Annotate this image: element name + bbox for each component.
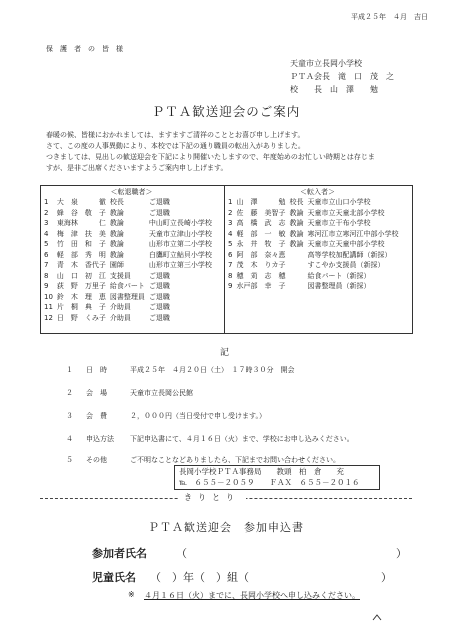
destination: ご退職 bbox=[148, 198, 170, 206]
deadline-note: ４月１６日（火）までに、長岡小学校へ申し込みください。 bbox=[144, 591, 360, 600]
person-name: 軽 部 一 敏 bbox=[236, 229, 286, 238]
page-title: ＰＴＡ歓送迎会のご案内 bbox=[151, 104, 301, 119]
row-number: 10 bbox=[44, 292, 53, 301]
destination: 山形市立第二小学校 bbox=[148, 240, 212, 248]
detail-number: ４ bbox=[66, 435, 73, 443]
sender-pta-president: ＰＴＡ会長 滝 口 茂 之 bbox=[290, 72, 394, 81]
person-name: 永 井 牧 子 bbox=[236, 240, 286, 248]
detail-value: 平成２５年 ４月２０日（土） １７時３０分 開会 bbox=[130, 366, 295, 374]
table-row bbox=[42, 239, 214, 250]
row-number: 6 bbox=[228, 250, 233, 259]
origin: 寒河江市立寒河江中部小学校 bbox=[307, 229, 399, 238]
contact-box bbox=[174, 465, 380, 490]
person-name: 荻 野 万里子 bbox=[56, 282, 106, 290]
table-row bbox=[42, 260, 214, 271]
position: 校長 bbox=[289, 198, 304, 206]
table-row bbox=[226, 260, 400, 271]
person-name: 青 木 香代子 bbox=[56, 261, 106, 269]
person-name: 水戸部 幸 子 bbox=[236, 282, 286, 290]
row-number: 3 bbox=[228, 219, 233, 227]
person-name: 茂 木 りカ子 bbox=[236, 261, 286, 269]
position: 教論 bbox=[289, 240, 304, 248]
person-name: 東海林 仁 bbox=[56, 219, 106, 227]
destination: ご退職 bbox=[148, 271, 170, 280]
table-row bbox=[42, 208, 214, 219]
position bbox=[287, 271, 305, 282]
addressee: 保 護 者 の 皆 様 bbox=[46, 45, 123, 53]
origin: 天童市立山口小学校 bbox=[307, 198, 371, 206]
detail-number: ２ bbox=[66, 389, 73, 397]
row-number: 8 bbox=[44, 271, 49, 280]
detail-value: ２，０００円（当日受付で申し受けます。） bbox=[130, 412, 266, 420]
table-row bbox=[42, 271, 214, 282]
row-number: 11 bbox=[44, 303, 53, 311]
detail-number: １ bbox=[66, 366, 73, 374]
detail-number: ３ bbox=[66, 412, 73, 420]
table-row bbox=[42, 197, 214, 208]
row-number: 12 bbox=[44, 313, 53, 322]
body-line-4: すが、是非ご出席くださいますようご案内申し上げます。 bbox=[46, 164, 228, 172]
row-number: 1 bbox=[44, 198, 49, 206]
position: 校長 bbox=[109, 198, 124, 206]
person-name: 佐 藤 美智子 bbox=[236, 208, 286, 217]
position: 教論 bbox=[109, 240, 124, 248]
detail-label: 会 費 bbox=[86, 412, 107, 420]
origin: 給食パート（新採） bbox=[307, 271, 371, 280]
row-number: 6 bbox=[44, 250, 49, 259]
person-name: 日 野 くみ子 bbox=[56, 313, 106, 322]
sender-school: 天童市立長岡小学校 bbox=[290, 59, 362, 68]
position: 教論 bbox=[109, 208, 124, 217]
table-row bbox=[226, 208, 400, 219]
table-row bbox=[226, 271, 400, 282]
origin: 高等学校加配講師（新採） bbox=[307, 250, 392, 259]
position: 園師 bbox=[109, 261, 124, 269]
person-name: 鈴 木 理 恵 bbox=[56, 292, 106, 301]
row-number: 5 bbox=[44, 240, 49, 248]
contact-phone: ℡ ６５５－２０５９ ＦＡＸ ６５５－２０１６ bbox=[179, 478, 360, 487]
row-number: 4 bbox=[228, 229, 233, 238]
ki-heading: 記 bbox=[220, 348, 230, 358]
participant-name-field[interactable]: （ ） bbox=[176, 547, 407, 560]
destination: 山形市立第三小学校 bbox=[148, 261, 212, 269]
detail-value: 天童市立長岡公民館 bbox=[130, 389, 193, 397]
sender-principal: 校 長 山 澤 勉 bbox=[290, 85, 378, 94]
child-name-field[interactable]: （ ）年（ ）組（ ） bbox=[150, 571, 392, 584]
position: 教論 bbox=[289, 208, 304, 217]
row-number: 3 bbox=[44, 219, 49, 227]
position: 支援員 bbox=[109, 271, 131, 280]
destination: ご退職 bbox=[148, 313, 170, 322]
person-name: 高 橋 武 志 bbox=[236, 219, 286, 227]
person-name: 軽 部 秀 明 bbox=[56, 250, 106, 259]
table-row bbox=[42, 229, 214, 240]
origin: すこやか支援員（新採） bbox=[307, 261, 385, 269]
position: 教論 bbox=[109, 219, 124, 227]
contact-office: 長岡小学校ＰＴＡ事務局 教頭 柏 倉 充 bbox=[179, 467, 344, 476]
destination: 天童市立津山小学校 bbox=[148, 229, 212, 238]
position: 介助員 bbox=[109, 303, 131, 311]
position bbox=[287, 260, 305, 271]
row-number: 7 bbox=[44, 261, 49, 269]
cut-line-label: きりとり bbox=[178, 492, 246, 503]
body-line-2: さて、この度の人事異動により、本校では下記の通り職員の転出入がありました。 bbox=[46, 142, 305, 150]
detail-label: 申込方法 bbox=[86, 435, 114, 443]
table-row bbox=[42, 250, 214, 261]
detail-label: 日 時 bbox=[86, 366, 107, 374]
position bbox=[287, 281, 305, 292]
table-row bbox=[42, 281, 214, 292]
body-line-3: つきましては、見出しの歓送迎会を下記により開催いたしますので、年度始めのお忙しい時期とは存じま bbox=[46, 153, 375, 161]
table-row bbox=[42, 292, 214, 303]
destination: ご退職 bbox=[148, 292, 170, 301]
detail-number: ５ bbox=[66, 456, 73, 464]
transfers-out-header: ＜転退職者＞ bbox=[110, 188, 153, 196]
detail-label: 会 場 bbox=[86, 389, 107, 397]
transfers-out-table bbox=[42, 197, 214, 323]
person-name: 梅 津 扶 美 bbox=[56, 229, 106, 238]
detail-label: その他 bbox=[86, 456, 107, 464]
pen-mark-icon bbox=[372, 614, 382, 622]
detail-value: ご不明なことなどありましたら、下記までお問い合わせください。 bbox=[130, 456, 340, 464]
form-title: ＰＴＡ歓送迎会 参加申込書 bbox=[148, 521, 304, 534]
origin: 天童市立天童中部小学校 bbox=[307, 240, 385, 248]
position: 給食パート bbox=[109, 282, 145, 290]
origin: 図書整理員（新採） bbox=[307, 282, 371, 290]
child-name-label: 児童氏名 bbox=[92, 571, 136, 584]
table-row bbox=[42, 218, 214, 229]
row-number: 2 bbox=[228, 208, 233, 217]
row-number: 9 bbox=[44, 282, 49, 290]
destination: 白鷹町立鮎貝小学校 bbox=[148, 250, 212, 259]
position: 図書整理員 bbox=[109, 292, 145, 301]
person-name: 竹 田 和 子 bbox=[56, 240, 106, 248]
person-name: 蜂 谷 敬 子 bbox=[56, 208, 106, 217]
row-number: 4 bbox=[44, 229, 49, 238]
person-name: 穂 苅 志 穂 bbox=[236, 271, 286, 280]
participant-name-label: 参加者氏名 bbox=[92, 547, 147, 560]
table-row bbox=[226, 218, 400, 229]
destination: 中山町立長崎小学校 bbox=[148, 219, 212, 227]
person-name: 片 桐 典 子 bbox=[56, 303, 106, 311]
row-number: 1 bbox=[228, 198, 233, 206]
position: 教論 bbox=[109, 229, 124, 238]
position: 教論 bbox=[109, 250, 124, 259]
person-name: 大 泉 徹 bbox=[56, 198, 106, 206]
destination: ご退職 bbox=[148, 282, 170, 290]
person-name: 山 澤 勉 bbox=[236, 198, 286, 206]
table-row bbox=[42, 302, 214, 313]
origin: 天童市立天童北部小学校 bbox=[307, 208, 385, 217]
table-row bbox=[226, 281, 400, 292]
transfers-in-table bbox=[226, 197, 400, 292]
destination: ご退職 bbox=[148, 303, 170, 311]
date: 平成２５年 ４月 吉日 bbox=[351, 13, 428, 21]
origin: 天童市立干布小学校 bbox=[307, 219, 371, 227]
note-mark: ※ bbox=[128, 590, 135, 599]
transfers-in-header: ＜転入者＞ bbox=[300, 188, 335, 196]
row-number: 5 bbox=[228, 240, 233, 248]
position: 介助員 bbox=[109, 313, 131, 322]
body-line-1: 春暖の候、皆様におかれましては、ますますご清祥のこととお喜び申し上げます。 bbox=[46, 131, 305, 139]
row-number: 8 bbox=[228, 271, 233, 280]
position: 教論 bbox=[289, 219, 304, 227]
table-row bbox=[226, 250, 400, 261]
person-name: 阿 部 奈々恵 bbox=[236, 250, 286, 259]
detail-value: 下記申込書にて、４月１６日（火）まで、学校にお申し込みください。 bbox=[130, 435, 354, 443]
row-number: 7 bbox=[228, 261, 233, 269]
position: 教論 bbox=[289, 229, 304, 238]
person-name: 山 口 初 江 bbox=[56, 271, 106, 280]
row-number: 2 bbox=[44, 208, 49, 217]
table-row bbox=[42, 313, 214, 324]
destination: ご退職 bbox=[148, 208, 170, 217]
position bbox=[287, 250, 305, 261]
table-row bbox=[226, 197, 400, 208]
table-row bbox=[226, 229, 400, 240]
row-number: 9 bbox=[228, 282, 233, 290]
table-row bbox=[226, 239, 400, 250]
